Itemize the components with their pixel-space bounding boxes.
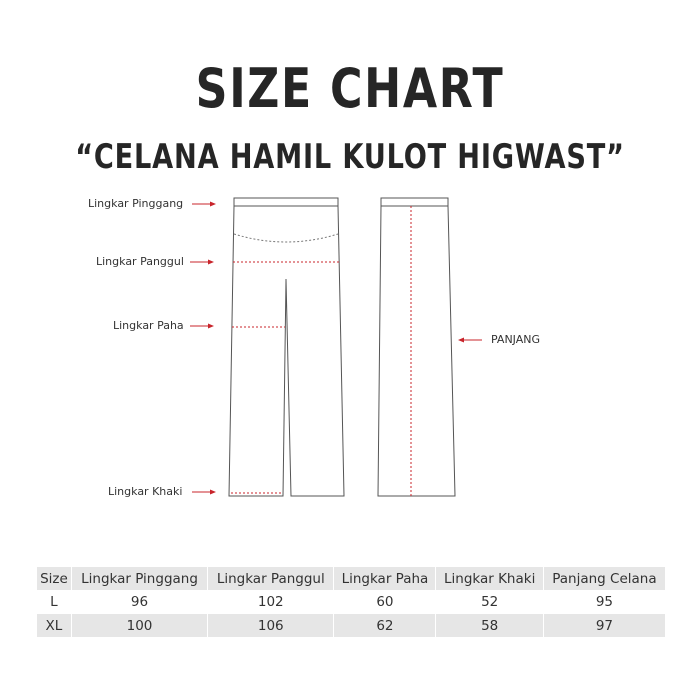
table-cell: 95 [543, 590, 665, 614]
arrow-icon [192, 202, 216, 207]
table-header-cell: Panjang Celana [543, 567, 665, 590]
table-header-row [37, 567, 665, 590]
table-cell: 60 [334, 590, 436, 614]
table-cell: L [50, 593, 58, 610]
side-pants-outline [378, 198, 455, 496]
table-header-cell: Lingkar Pinggang [71, 567, 207, 590]
table-header-cell: Lingkar Panggul [208, 567, 334, 590]
table-row [37, 614, 665, 638]
table-cell: 62 [334, 614, 436, 638]
table-cell: 52 [436, 590, 543, 614]
table-cell: 97 [543, 614, 665, 638]
table-cell: 58 [436, 614, 543, 638]
table-cell: 96 [71, 590, 207, 614]
table-row [37, 590, 665, 614]
label-hem: Lingkar Khaki [108, 485, 183, 498]
arrow-icon [190, 260, 214, 265]
table-header-cell: Lingkar Khaki [436, 567, 543, 590]
size-table [37, 567, 665, 637]
table-cell: XL [37, 614, 71, 638]
page-subtitle: “CELANA HAMIL KULOT HIGWAST” [75, 137, 625, 177]
arrow-icon [190, 324, 214, 329]
table-cell: 102 [208, 590, 334, 614]
label-hip: Lingkar Panggul [96, 255, 184, 268]
table-header-cell: Lingkar Paha [334, 567, 436, 590]
table-cell: 106 [208, 614, 334, 638]
arrow-icon [458, 338, 482, 343]
page-title: SIZE CHART [195, 57, 505, 120]
front-pants-outline [229, 198, 344, 496]
table-header-cell: Size [40, 570, 68, 587]
arrow-icon [192, 490, 216, 495]
belly-curve [234, 234, 338, 242]
label-waist: Lingkar Pinggang [88, 197, 184, 210]
label-length: PANJANG [491, 333, 541, 346]
label-thigh: Lingkar Paha [113, 319, 184, 332]
table-cell: 100 [71, 614, 207, 638]
